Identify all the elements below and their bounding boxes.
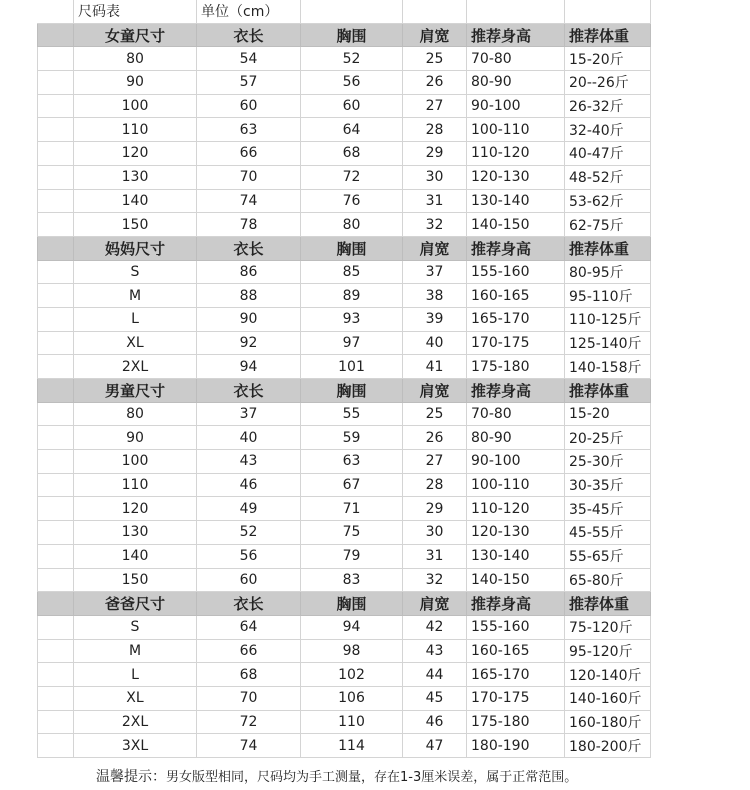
cell-height: 175-180: [467, 355, 565, 379]
table-row: [38, 213, 651, 237]
cell-length: 70: [197, 686, 301, 710]
cell-weight: 40-47斤: [565, 142, 651, 166]
cell-chest: 59: [301, 426, 403, 450]
row-indent-cell: [38, 118, 74, 142]
cell-size: 130: [74, 165, 197, 189]
cell-length: 74: [197, 189, 301, 213]
cell-size: 3XL: [74, 734, 197, 758]
cell-size: 140: [74, 189, 197, 213]
size-chart-table: [37, 0, 651, 758]
cell-length: 37: [197, 402, 301, 426]
cell-weight: 55-65斤: [565, 544, 651, 568]
cell-shoulder: 32: [403, 213, 467, 237]
table-row: [38, 142, 651, 166]
cell-length: 56: [197, 544, 301, 568]
table-row: [38, 118, 651, 142]
cell-shoulder: 26: [403, 426, 467, 450]
cell-shoulder: 31: [403, 189, 467, 213]
cell-chest: 71: [301, 497, 403, 521]
cell-weight: 53-62斤: [565, 189, 651, 213]
cell-shoulder: 38: [403, 284, 467, 308]
table-row: [38, 615, 651, 639]
table-row: [38, 260, 651, 284]
cell-length: 60: [197, 568, 301, 592]
cell-weight: 62-75斤: [565, 213, 651, 237]
cell-size: 80: [74, 402, 197, 426]
cell-size: M: [74, 639, 197, 663]
cell-shoulder: 29: [403, 142, 467, 166]
cell-height: 155-160: [467, 615, 565, 639]
cell-chest: 75: [301, 521, 403, 545]
cell-length: 52: [197, 521, 301, 545]
cell-length: 46: [197, 473, 301, 497]
cell-length: 94: [197, 355, 301, 379]
warm-tip-label: 温馨提示：: [96, 769, 166, 785]
cell-weight: 120-140斤: [565, 663, 651, 687]
cell-height: 130-140: [467, 189, 565, 213]
cell-weight: 20--26斤: [565, 71, 651, 95]
cell-size: 100: [74, 450, 197, 474]
row-indent-cell: [38, 165, 74, 189]
cell-size: 110: [74, 473, 197, 497]
title-empty-cell: [565, 0, 651, 23]
warm-tip-text: 男女版型相同，尺码均为手工测量，存在1-3厘米误差，属于正常范围。: [166, 770, 578, 785]
cell-chest: 63: [301, 450, 403, 474]
cell-length: 90: [197, 307, 301, 331]
section-header-chest: 胸围: [301, 592, 403, 616]
section-header-size: 妈妈尺寸: [74, 236, 197, 260]
cell-size: 140: [74, 544, 197, 568]
section-header-shoulder: 肩宽: [403, 379, 467, 403]
section-header-height: 推荐身高: [467, 592, 565, 616]
section-header-length: 衣长: [197, 236, 301, 260]
row-indent-cell: [38, 615, 74, 639]
table-row: [38, 165, 651, 189]
table-row: [38, 47, 651, 71]
cell-weight: 20-25斤: [565, 426, 651, 450]
row-indent-cell: [38, 284, 74, 308]
cell-length: 54: [197, 47, 301, 71]
cell-size: L: [74, 307, 197, 331]
cell-height: 120-130: [467, 165, 565, 189]
row-indent-cell: [38, 355, 74, 379]
cell-chest: 52: [301, 47, 403, 71]
cell-length: 88: [197, 284, 301, 308]
section-header-row: [38, 592, 651, 616]
section-header-chest: 胸围: [301, 236, 403, 260]
cell-height: 110-120: [467, 142, 565, 166]
table-row: [38, 307, 651, 331]
table-row: [38, 710, 651, 734]
section-header-length: 衣长: [197, 23, 301, 47]
title-empty-cell: [467, 0, 565, 23]
section-header-row: [38, 23, 651, 47]
cell-weight: 32-40斤: [565, 118, 651, 142]
table-row: [38, 284, 651, 308]
cell-height: 165-170: [467, 307, 565, 331]
cell-chest: 114: [301, 734, 403, 758]
cell-shoulder: 43: [403, 639, 467, 663]
cell-length: 86: [197, 260, 301, 284]
cell-length: 57: [197, 71, 301, 95]
section-header-height: 推荐身高: [467, 379, 565, 403]
cell-shoulder: 28: [403, 118, 467, 142]
cell-height: 80-90: [467, 426, 565, 450]
title-blank-cell: [38, 0, 74, 23]
section-header-length: 衣长: [197, 379, 301, 403]
cell-shoulder: 25: [403, 402, 467, 426]
cell-height: 80-90: [467, 71, 565, 95]
row-indent-cell: [38, 71, 74, 95]
section-header-row: [38, 236, 651, 260]
cell-height: 175-180: [467, 710, 565, 734]
cell-size: 2XL: [74, 355, 197, 379]
cell-shoulder: 26: [403, 71, 467, 95]
cell-length: 64: [197, 615, 301, 639]
cell-weight: 26-32斤: [565, 94, 651, 118]
row-indent-cell: [38, 23, 74, 47]
row-indent-cell: [38, 189, 74, 213]
cell-chest: 56: [301, 71, 403, 95]
size-chart-body: [38, 0, 651, 758]
cell-chest: 83: [301, 568, 403, 592]
cell-shoulder: 46: [403, 710, 467, 734]
cell-shoulder: 29: [403, 497, 467, 521]
table-row: [38, 734, 651, 758]
row-indent-cell: [38, 142, 74, 166]
cell-height: 160-165: [467, 284, 565, 308]
row-indent-cell: [38, 544, 74, 568]
cell-length: 60: [197, 94, 301, 118]
cell-chest: 64: [301, 118, 403, 142]
cell-height: 100-110: [467, 118, 565, 142]
cell-size: 90: [74, 71, 197, 95]
cell-length: 66: [197, 142, 301, 166]
row-indent-cell: [38, 426, 74, 450]
cell-size: 110: [74, 118, 197, 142]
section-header-size: 女童尺寸: [74, 23, 197, 47]
section-header-row: [38, 379, 651, 403]
cell-weight: 35-45斤: [565, 497, 651, 521]
cell-weight: 15-20: [565, 402, 651, 426]
cell-weight: 140-160斤: [565, 686, 651, 710]
cell-height: 70-80: [467, 47, 565, 71]
cell-shoulder: 25: [403, 47, 467, 71]
cell-height: 110-120: [467, 497, 565, 521]
cell-weight: 75-120斤: [565, 615, 651, 639]
cell-chest: 89: [301, 284, 403, 308]
cell-shoulder: 42: [403, 615, 467, 639]
table-row: [38, 521, 651, 545]
cell-chest: 97: [301, 331, 403, 355]
cell-weight: 45-55斤: [565, 521, 651, 545]
cell-shoulder: 47: [403, 734, 467, 758]
cell-shoulder: 39: [403, 307, 467, 331]
row-indent-cell: [38, 568, 74, 592]
section-header-size: 爸爸尺寸: [74, 592, 197, 616]
cell-height: 70-80: [467, 402, 565, 426]
cell-chest: 55: [301, 402, 403, 426]
row-indent-cell: [38, 213, 74, 237]
row-indent-cell: [38, 686, 74, 710]
title-empty-cell: [403, 0, 467, 23]
row-indent-cell: [38, 592, 74, 616]
cell-height: 130-140: [467, 544, 565, 568]
cell-size: XL: [74, 686, 197, 710]
cell-length: 63: [197, 118, 301, 142]
cell-weight: 95-120斤: [565, 639, 651, 663]
cell-weight: 180-200斤: [565, 734, 651, 758]
cell-size: 130: [74, 521, 197, 545]
cell-weight: 25-30斤: [565, 450, 651, 474]
row-indent-cell: [38, 260, 74, 284]
section-header-shoulder: 肩宽: [403, 236, 467, 260]
cell-chest: 106: [301, 686, 403, 710]
cell-length: 68: [197, 663, 301, 687]
row-indent-cell: [38, 331, 74, 355]
cell-shoulder: 44: [403, 663, 467, 687]
cell-height: 170-175: [467, 331, 565, 355]
chart-title-row: [38, 0, 651, 23]
section-header-size: 男童尺寸: [74, 379, 197, 403]
cell-weight: 95-110斤: [565, 284, 651, 308]
cell-shoulder: 31: [403, 544, 467, 568]
cell-chest: 76: [301, 189, 403, 213]
section-header-weight: 推荐体重: [565, 23, 651, 47]
cell-weight: 125-140斤: [565, 331, 651, 355]
cell-chest: 68: [301, 142, 403, 166]
cell-height: 160-165: [467, 639, 565, 663]
title-empty-cell: [301, 0, 403, 23]
cell-height: 100-110: [467, 473, 565, 497]
table-row: [38, 497, 651, 521]
cell-height: 155-160: [467, 260, 565, 284]
cell-size: 150: [74, 568, 197, 592]
cell-length: 49: [197, 497, 301, 521]
section-header-shoulder: 肩宽: [403, 23, 467, 47]
cell-size: S: [74, 260, 197, 284]
table-row: [38, 355, 651, 379]
section-header-weight: 推荐体重: [565, 236, 651, 260]
table-row: [38, 639, 651, 663]
table-row: [38, 568, 651, 592]
row-indent-cell: [38, 402, 74, 426]
cell-chest: 101: [301, 355, 403, 379]
cell-chest: 110: [301, 710, 403, 734]
cell-length: 66: [197, 639, 301, 663]
row-indent-cell: [38, 307, 74, 331]
cell-length: 72: [197, 710, 301, 734]
cell-chest: 94: [301, 615, 403, 639]
cell-length: 43: [197, 450, 301, 474]
row-indent-cell: [38, 521, 74, 545]
section-header-height: 推荐身高: [467, 236, 565, 260]
cell-chest: 60: [301, 94, 403, 118]
cell-shoulder: 32: [403, 568, 467, 592]
cell-length: 92: [197, 331, 301, 355]
row-indent-cell: [38, 236, 74, 260]
section-header-weight: 推荐体重: [565, 592, 651, 616]
cell-chest: 72: [301, 165, 403, 189]
section-header-chest: 胸围: [301, 23, 403, 47]
table-row: [38, 663, 651, 687]
cell-chest: 67: [301, 473, 403, 497]
table-row: [38, 686, 651, 710]
cell-shoulder: 40: [403, 331, 467, 355]
table-row: [38, 473, 651, 497]
row-indent-cell: [38, 734, 74, 758]
row-indent-cell: [38, 497, 74, 521]
cell-shoulder: 27: [403, 94, 467, 118]
cell-chest: 85: [301, 260, 403, 284]
section-header-length: 衣长: [197, 592, 301, 616]
cell-height: 180-190: [467, 734, 565, 758]
warm-tip-note: [96, 766, 577, 786]
unit-label: 单位（cm）: [197, 0, 301, 23]
cell-length: 40: [197, 426, 301, 450]
cell-size: 150: [74, 213, 197, 237]
cell-chest: 98: [301, 639, 403, 663]
cell-weight: 15-20斤: [565, 47, 651, 71]
table-row: [38, 71, 651, 95]
cell-size: 120: [74, 497, 197, 521]
row-indent-cell: [38, 473, 74, 497]
cell-size: 120: [74, 142, 197, 166]
row-indent-cell: [38, 379, 74, 403]
cell-size: L: [74, 663, 197, 687]
table-row: [38, 450, 651, 474]
row-indent-cell: [38, 639, 74, 663]
cell-height: 140-150: [467, 213, 565, 237]
cell-weight: 80-95斤: [565, 260, 651, 284]
cell-length: 74: [197, 734, 301, 758]
table-row: [38, 189, 651, 213]
cell-height: 140-150: [467, 568, 565, 592]
row-indent-cell: [38, 663, 74, 687]
cell-size: 90: [74, 426, 197, 450]
cell-size: XL: [74, 331, 197, 355]
cell-chest: 79: [301, 544, 403, 568]
cell-height: 165-170: [467, 663, 565, 687]
cell-length: 78: [197, 213, 301, 237]
cell-size: S: [74, 615, 197, 639]
row-indent-cell: [38, 710, 74, 734]
section-header-chest: 胸围: [301, 379, 403, 403]
chart-title: 尺码表: [74, 0, 197, 23]
section-header-height: 推荐身高: [467, 23, 565, 47]
table-row: [38, 544, 651, 568]
cell-size: M: [74, 284, 197, 308]
table-row: [38, 426, 651, 450]
cell-chest: 80: [301, 213, 403, 237]
cell-weight: 48-52斤: [565, 165, 651, 189]
cell-shoulder: 41: [403, 355, 467, 379]
cell-shoulder: 28: [403, 473, 467, 497]
cell-height: 90-100: [467, 94, 565, 118]
cell-shoulder: 27: [403, 450, 467, 474]
cell-size: 100: [74, 94, 197, 118]
cell-weight: 110-125斤: [565, 307, 651, 331]
cell-chest: 93: [301, 307, 403, 331]
cell-weight: 65-80斤: [565, 568, 651, 592]
cell-shoulder: 30: [403, 521, 467, 545]
cell-shoulder: 30: [403, 165, 467, 189]
section-header-shoulder: 肩宽: [403, 592, 467, 616]
cell-weight: 140-158斤: [565, 355, 651, 379]
row-indent-cell: [38, 47, 74, 71]
cell-height: 120-130: [467, 521, 565, 545]
cell-height: 170-175: [467, 686, 565, 710]
table-row: [38, 402, 651, 426]
cell-weight: 160-180斤: [565, 710, 651, 734]
cell-shoulder: 37: [403, 260, 467, 284]
table-row: [38, 331, 651, 355]
cell-chest: 102: [301, 663, 403, 687]
row-indent-cell: [38, 450, 74, 474]
row-indent-cell: [38, 94, 74, 118]
table-row: [38, 94, 651, 118]
cell-size: 2XL: [74, 710, 197, 734]
cell-weight: 30-35斤: [565, 473, 651, 497]
cell-size: 80: [74, 47, 197, 71]
cell-shoulder: 45: [403, 686, 467, 710]
cell-height: 90-100: [467, 450, 565, 474]
section-header-weight: 推荐体重: [565, 379, 651, 403]
cell-length: 70: [197, 165, 301, 189]
